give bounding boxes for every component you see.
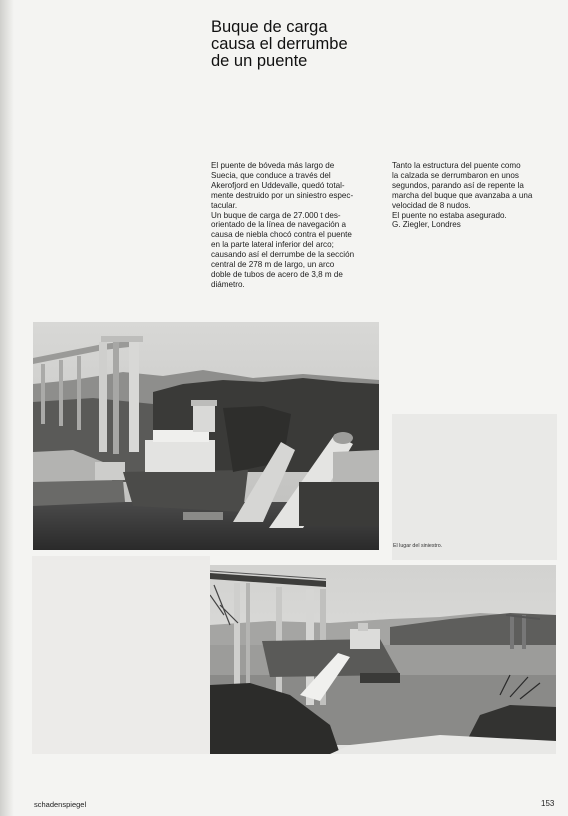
title-line: Buque de carga: [211, 18, 328, 36]
text-line: segundos, parando así de repente la: [392, 180, 524, 190]
text-line: tacular.: [211, 200, 238, 210]
text-line: en la parte lateral inferior del arco;: [211, 240, 334, 250]
text-line: marcha del buque que avanzaba a una: [392, 190, 533, 200]
footer-section-name: schadenspiegel: [34, 800, 87, 809]
text-line: Tanto la estructura del puente como: [392, 161, 521, 170]
text-line: doble de tubos de acero de 3,8 m de: [211, 269, 343, 279]
text-line: Suecia, que conduce a través del: [211, 170, 331, 180]
text-line: causando así el derrumbe de la sección: [211, 250, 355, 260]
footer-page-number: 153: [541, 799, 555, 808]
text-line: la calzada se derrumbaron en unos: [392, 170, 519, 180]
photo-accident-site-overview: [210, 565, 556, 754]
text-line: Un buque de carga de 27.000 t des-: [211, 210, 341, 220]
page-gutter-shadow: [0, 0, 14, 816]
text-line: Akerofjord en Uddevalle, quedó total-: [211, 180, 345, 190]
text-line: El puente de bóveda más largo de: [211, 161, 335, 170]
text-line: diámetro.: [211, 279, 245, 289]
text-line: central de 278 m de largo, un arco: [211, 260, 335, 270]
text-line: orientado de la línea de navegación a: [211, 220, 347, 230]
article-column-left: [211, 161, 381, 290]
text-line: velocidad de 8 nudos.: [392, 200, 471, 210]
title-line: de un puente: [211, 52, 308, 70]
grey-panel-left: [32, 556, 210, 754]
text-line: G. Ziegler, Londres: [392, 220, 461, 230]
article-title: [211, 19, 401, 70]
article-column-right: [392, 161, 562, 230]
title-line: causa el derrumbe: [211, 35, 348, 53]
photo-collapsed-bridge-ship: [33, 322, 379, 550]
text-line: causa de niebla chocó contra el puente: [211, 230, 352, 240]
photo-caption: El lugar del siniestro.: [393, 543, 443, 549]
text-line: mente destruido por un siniestro espec-: [211, 190, 354, 200]
grey-panel-right: [392, 414, 557, 560]
text-line: El puente no estaba asegurado.: [392, 210, 507, 220]
